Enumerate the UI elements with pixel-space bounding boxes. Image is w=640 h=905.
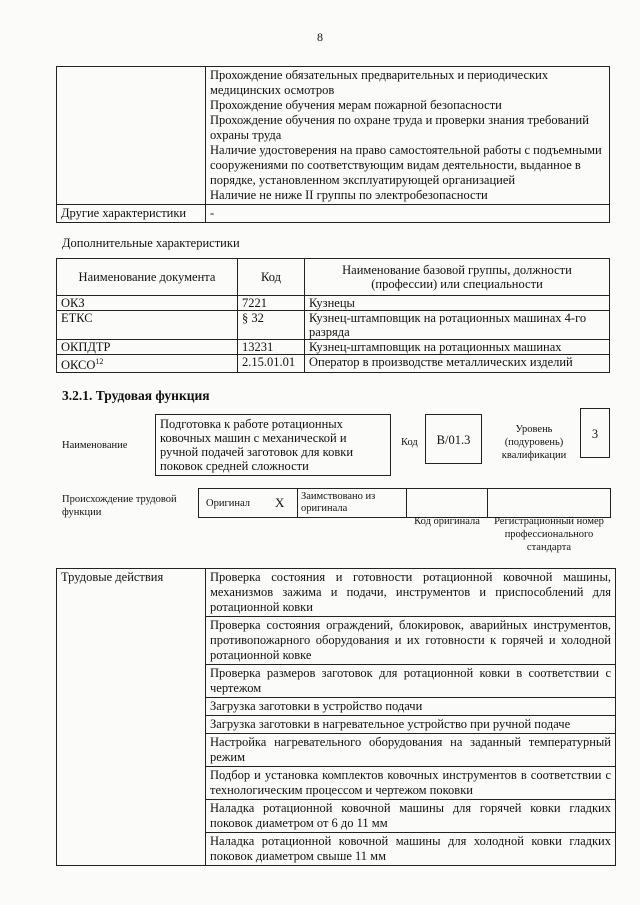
other-characteristics-label: Другие характеристики [57, 205, 206, 223]
original-mark: X [275, 495, 285, 510]
table-row [57, 311, 610, 340]
code-original-box [406, 488, 488, 518]
table-row [57, 355, 610, 373]
requirement-item: Прохождение обучения по охране труда и проверки знания требований охраны труда [210, 113, 589, 142]
labor-action-item: Проверка состояния и готовности ротационной ковочной машины, механизмов зажима и подачи, инструментов и приспособлений для ротационной ковки [206, 569, 616, 617]
requirement-item: Прохождение обучения мерам пожарной безопасности [210, 98, 502, 112]
doc-name: ОКСО [61, 358, 96, 373]
origin-label: Происхождение трудовой функции [62, 494, 177, 518]
page-number: 8 [317, 30, 323, 44]
level-label: Уровень (подуровень) квалификации [501, 424, 567, 461]
other-characteristics-value: - [206, 205, 610, 223]
function-code-box: B/01.3 [425, 414, 482, 464]
footnote-ref: 12 [95, 357, 104, 366]
requirement-item: Наличие не ниже II группы по электробезопасности [210, 188, 488, 202]
function-heading: 3.2.1. Трудовая функция [62, 388, 210, 403]
requirements-label-cell [57, 67, 206, 205]
labor-action-item: Загрузка заготовки в устройство подачи [206, 698, 616, 716]
name-cell: Кузнец-штамповщик на ротационных машинах [305, 340, 610, 355]
doc-cell: ОКЗ [57, 296, 238, 311]
labor-action-item: Наладка ротационной ковочной машины для холодной ковки гладких поковок диаметром свыше 11 мм [206, 833, 616, 866]
labor-action-item: Подбор и установка комплектов ковочных инструментов в соответствии с технологическим процессом и чертежом поковки [206, 767, 616, 800]
requirements-table [56, 66, 610, 223]
level-value-box: 3 [580, 408, 610, 458]
table-row [57, 340, 610, 355]
table-row [57, 296, 610, 311]
code-cell: 7221 [238, 296, 305, 311]
column-header: Наименование базовой группы, должности (профессии) или специальности [305, 259, 610, 296]
labor-action-item: Проверка состояния ограждений, блокировок, аварийных инструментов, противопожарного оборудования и их готовности к горячей и холодной ротационной ковке [206, 617, 616, 665]
name-cell: Оператор в производстве металлических изделий [305, 355, 610, 373]
function-name-box: Подготовка к работе ротационных ковочных машин с механической и ручной подачей заготовок для ковки поковок средней сложности [155, 414, 391, 476]
labor-action-item: Проверка размеров заготовок для ротационной ковки в соответствии с чертежом [206, 665, 616, 698]
column-header: Наименование документа [57, 259, 238, 296]
labor-action-item: Наладка ротационной ковочной машины для горячей ковки гладких поковок диаметром от 6 до 11 мм [206, 800, 616, 833]
doc-cell [57, 355, 238, 373]
name-cell: Кузнецы [305, 296, 610, 311]
code-cell: 13231 [238, 340, 305, 355]
labor-action-item: Загрузка заготовки в нагревательное устройство при ручной подаче [206, 716, 616, 734]
labor-actions-label: Трудовые действия [57, 569, 206, 866]
name-label: Наименование [62, 440, 128, 451]
borrowed-box: Заимствовано из оригинала [297, 488, 407, 518]
name-cell: Кузнец-штамповщик на ротационных машинах 4-го разряда [305, 311, 610, 340]
code-original-label: Код оригинала [414, 516, 480, 527]
additional-characteristics-table [56, 258, 610, 373]
code-cell: 2.15.01.01 [238, 355, 305, 373]
requirement-item: Прохождение обязательных предварительных и периодических медицинских осмотров [210, 68, 549, 97]
doc-cell: ОКПДТР [57, 340, 238, 355]
requirement-item: Наличие удостоверения на право самостоятельной работы с подъемными сооружениями по соответствующим видам деятельности, выданное в порядке, установленном эксплуатирующей организацией [210, 143, 602, 187]
original-label: Оригинал [206, 498, 250, 509]
code-label: Код [401, 437, 418, 448]
doc-cell: ЕТКС [57, 311, 238, 340]
original-box [198, 488, 298, 518]
reg-number-box [487, 488, 611, 518]
requirements-cell [206, 67, 610, 205]
code-cell: § 32 [238, 311, 305, 340]
table-row [57, 569, 616, 617]
additional-characteristics-title: Дополнительные характеристики [62, 236, 240, 250]
column-header: Код [238, 259, 305, 296]
labor-actions-table [56, 568, 616, 866]
labor-action-item: Настройка нагревательного оборудования на заданный температурный режим [206, 734, 616, 767]
reg-number-label: Регистрационный номер профессионального стандарта [494, 516, 604, 553]
